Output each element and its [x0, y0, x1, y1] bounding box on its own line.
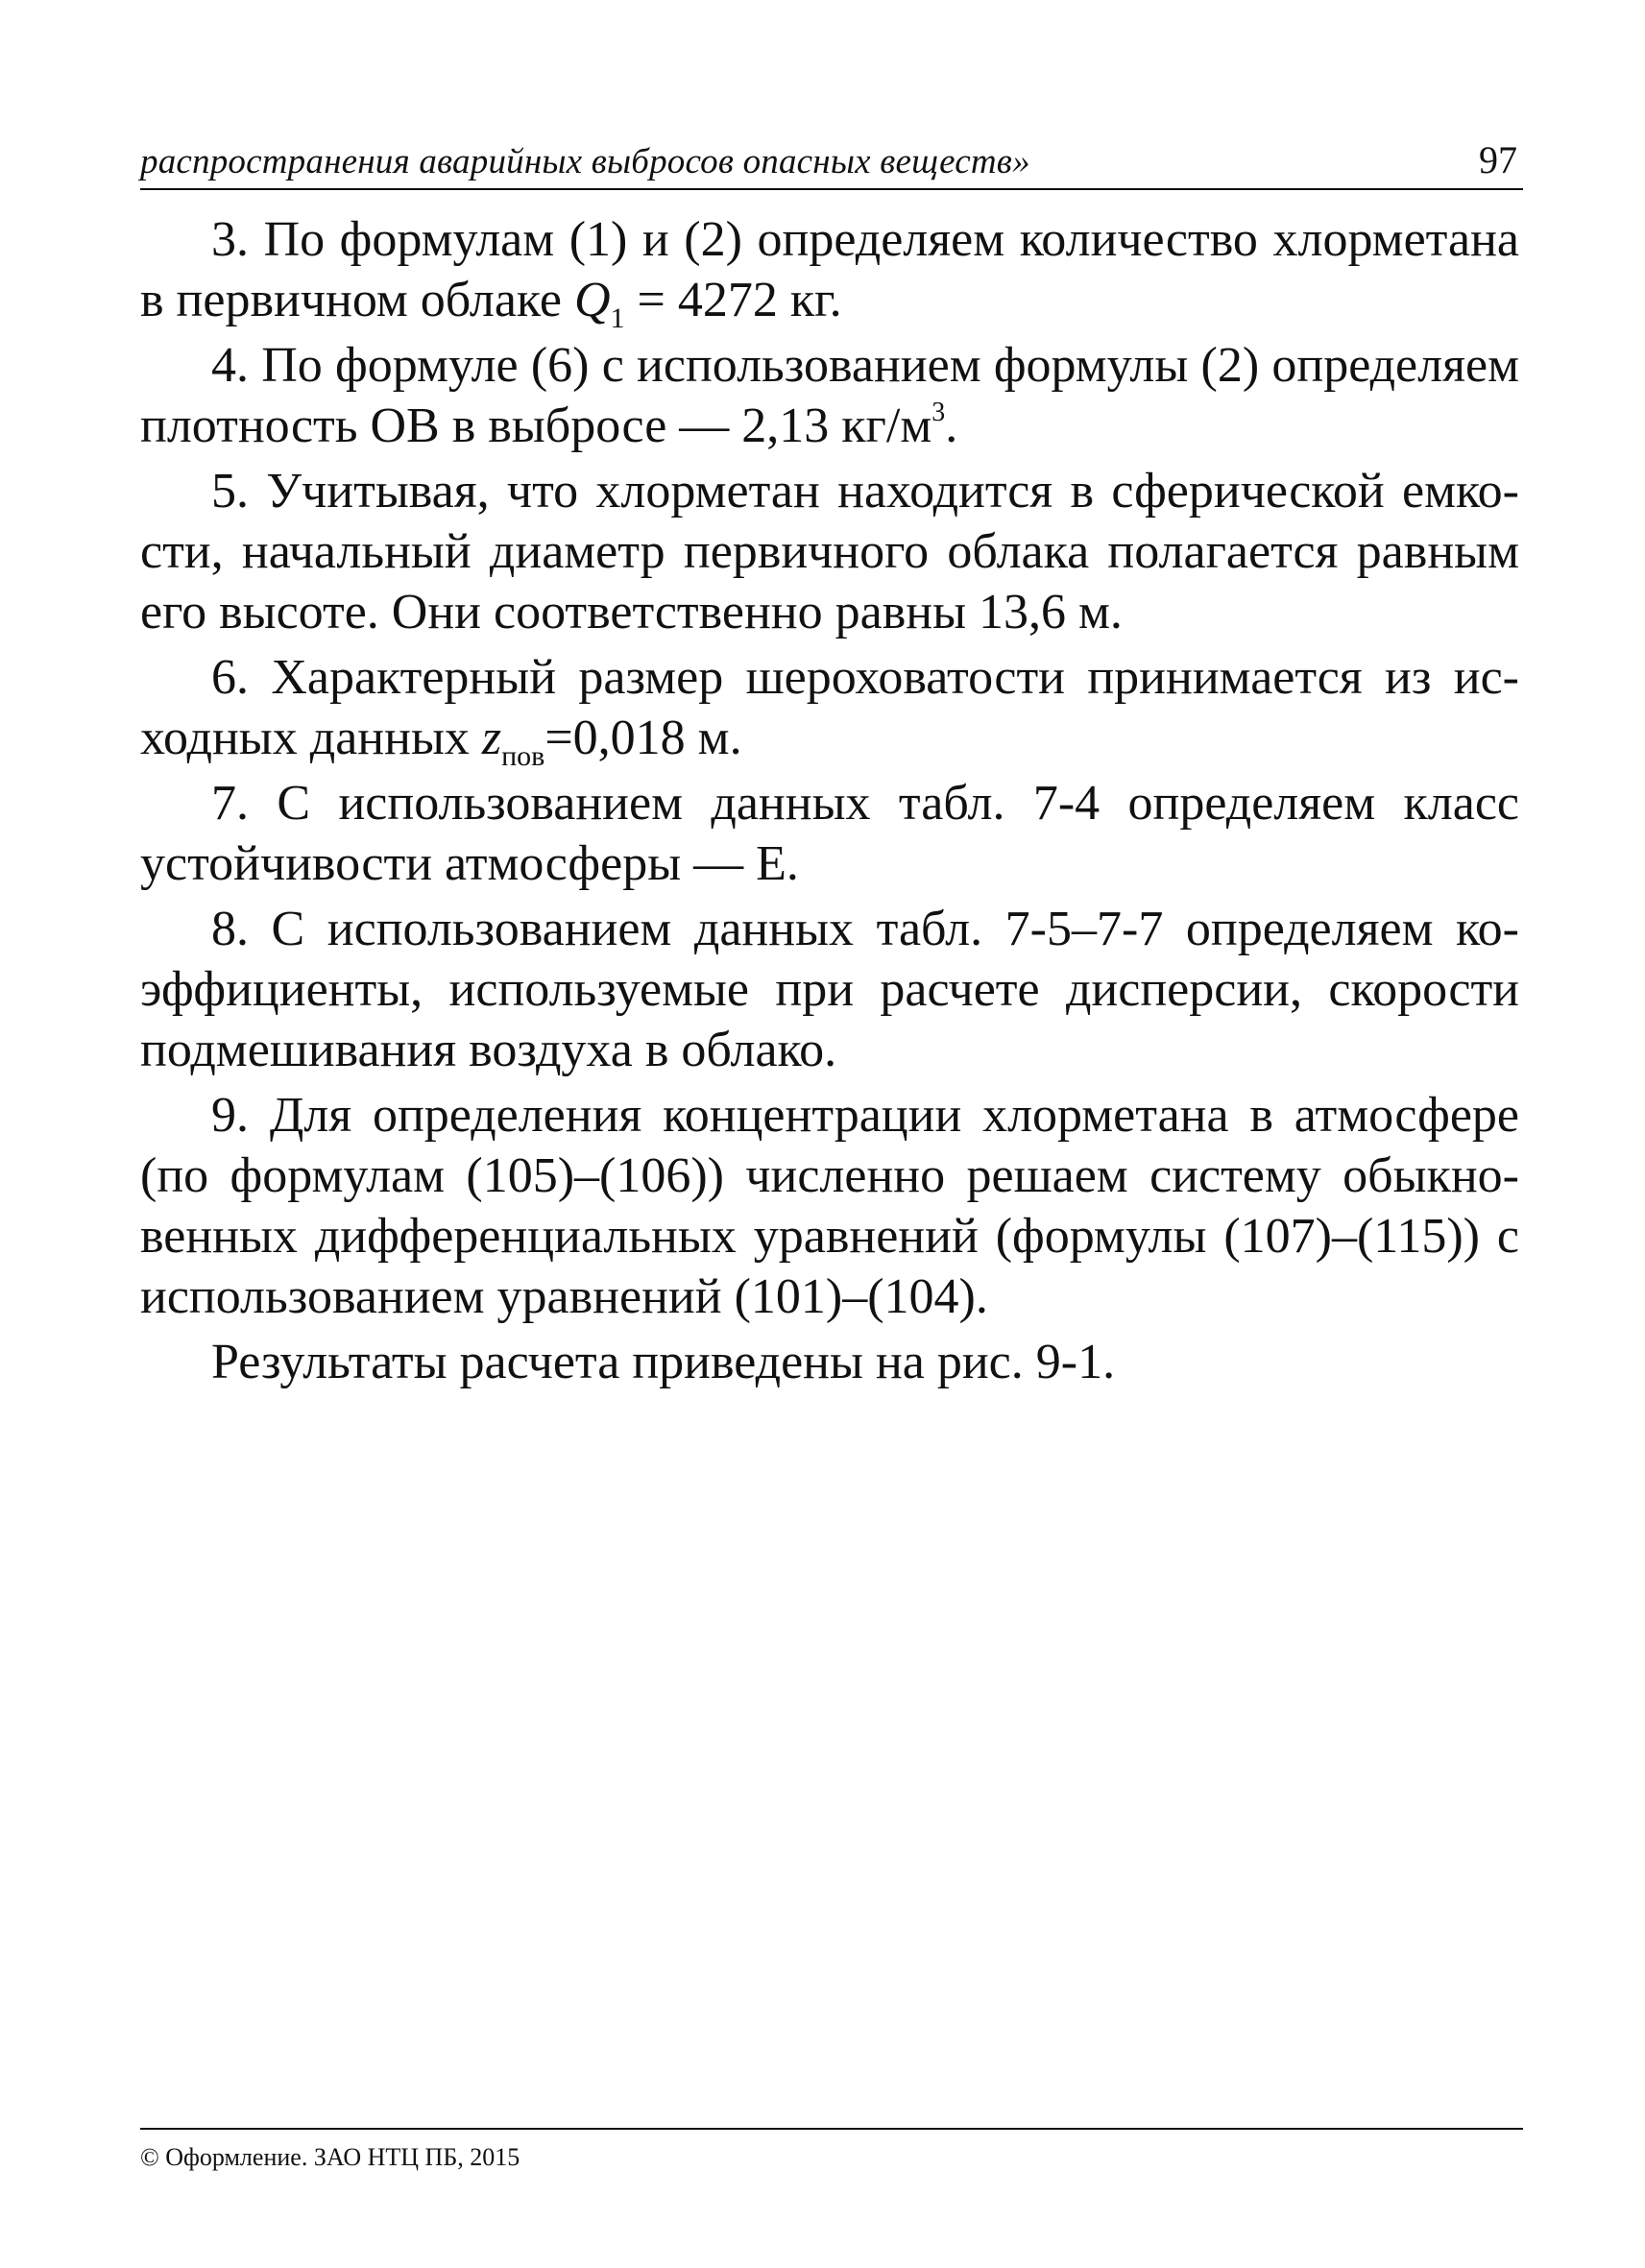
paragraph-text: 3. По формулам (1) и (2) определяем количество хлорметана в первичном облаке — [140, 212, 1519, 327]
variable-q: Q — [573, 273, 611, 327]
footer-rule — [140, 2128, 1523, 2130]
page-number: 97 — [1479, 138, 1517, 181]
paragraph-text: . — [945, 398, 958, 453]
paragraph-results: Результаты расчета приведены на рис. 9-1. — [211, 1335, 1116, 1389]
running-header — [140, 134, 1523, 190]
paragraph-step-3 — [140, 209, 1519, 334]
footer-copyright: © Оформление. ЗАО НТЦ ПБ, 2015 — [140, 2143, 520, 2171]
superscript: 3 — [931, 398, 946, 427]
paragraph-step-8: 8. С использованием данных табл. 7-5–7-7 определяем коэффициенты, используемые при расчете дисперсии, скорости подмешивания воздуха в облако. — [140, 902, 1519, 1077]
subscript: 1 — [610, 302, 625, 334]
subscript: пов — [501, 740, 545, 772]
paragraph-text: =0,018 м. — [544, 711, 742, 765]
paragraph-step-6 — [140, 647, 1519, 772]
paragraph-text: 4. По формуле (6) с использованием формулы (2) определяем плотность ОВ в выбросе — 2,13 кг/м — [140, 338, 1519, 453]
paragraph-step-5: 5. Учитывая, что хлорметан находится в сферической емкости, начальный диаметр первичного облака полагается равным его высоте. Они соответственно равны 13,6 м. — [140, 464, 1519, 639]
paragraph-step-9: 9. Для определения концентрации хлорметана в атмосфере (по формулам (105)–(106)) численно решаем систему обыкновенных дифференциальных уравнений (формулы (107)–(115)) с использованием уравнений (101)–(104). — [140, 1088, 1519, 1324]
variable-z: z — [481, 711, 502, 765]
paragraph-text: = 4272 кг. — [624, 273, 842, 327]
paragraph-step-4 — [140, 335, 1519, 456]
running-title: распространения аварийных выбросов опасных веществ» — [140, 142, 1030, 181]
paragraph-text: 6. Характерный размер шероховатости принимается из исходных данных — [140, 650, 1519, 765]
paragraph-step-7: 7. С использованием данных табл. 7-4 определяем класс устойчивости атмосферы — Е. — [140, 776, 1519, 891]
body-text — [140, 209, 1519, 1397]
